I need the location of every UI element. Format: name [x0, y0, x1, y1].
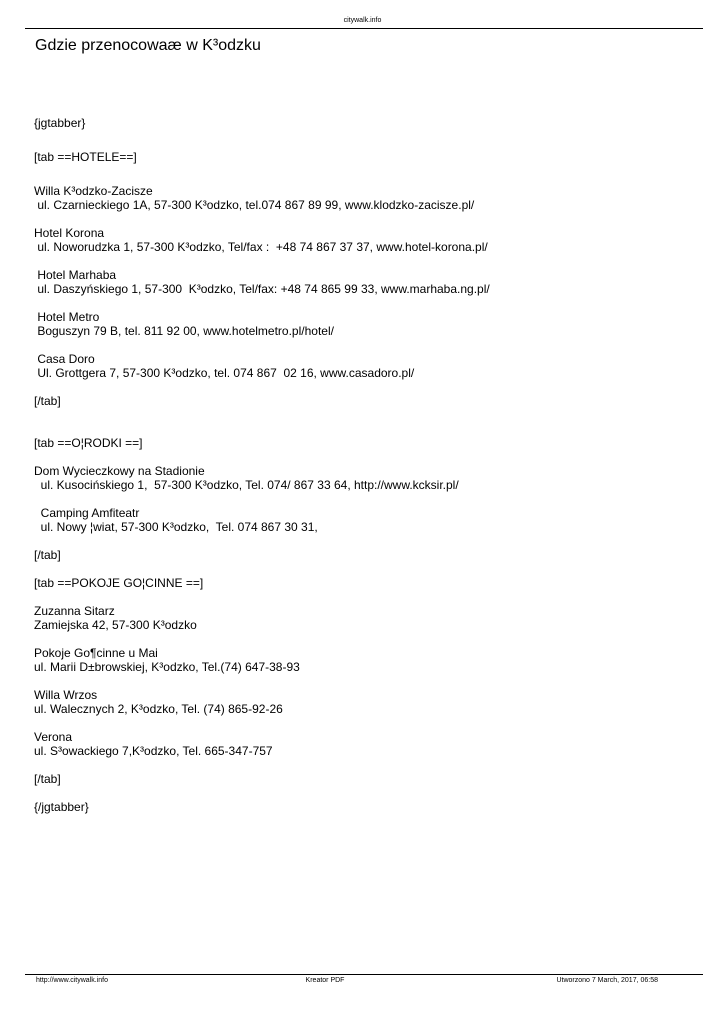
text-line: {/jgtabber}	[34, 800, 89, 814]
paragraph	[34, 576, 704, 590]
paragraph	[34, 150, 704, 164]
paragraph	[34, 464, 704, 492]
text-line: ul. Kusocińskiego 1, 57-300 K³odzko, Tel. 074/ 867 33 64, http://www.kcksir.pl/	[34, 478, 459, 492]
text-line: [tab ==O¦RODKI ==]	[34, 436, 143, 450]
text-line: Camping Amfiteatr	[34, 506, 140, 520]
paragraph	[34, 646, 704, 674]
text-line: [/tab]	[34, 772, 61, 786]
text-line: [/tab]	[34, 394, 61, 408]
text-line: ul. Daszyńskiego 1, 57-300 K³odzko, Tel/fax: +48 74 865 99 33, www.marhaba.ng.pl/	[34, 282, 490, 296]
paragraph	[34, 310, 704, 338]
paragraph	[34, 116, 704, 130]
page-header-site: citywalk.info	[343, 17, 382, 24]
paragraph	[34, 506, 704, 534]
text-line: Hotel Marhaba	[34, 268, 117, 282]
text-line: Ul. Grottgera 7, 57-300 K³odzko, tel. 074 867 02 16, www.casadoro.pl/	[34, 366, 415, 380]
text-line: Pokoje Go¶cinne u Mai	[34, 646, 158, 660]
text-line: ul. Nowy ¦wiat, 57-300 K³odzko, Tel. 074 867 30 31,	[34, 520, 318, 534]
text-line: ul. Marii D±browskiej, K³odzko, Tel.(74) 647-38-93	[34, 660, 300, 674]
paragraph	[34, 352, 704, 380]
footer-divider	[25, 974, 703, 975]
paragraph	[34, 268, 704, 296]
text-line: Dom Wycieczkowy na Stadionie	[34, 464, 205, 478]
text-line: [tab ==HOTELE==]	[34, 150, 137, 164]
text-line: Hotel Korona	[34, 226, 105, 240]
footer-created: Utworzono 7 March, 2017, 06:58	[556, 977, 658, 984]
paragraph	[34, 226, 704, 254]
text-line: ul. Czarnieckiego 1A, 57-300 K³odzko, tel.074 867 89 99, www.klodzko-zacisze.pl/	[34, 198, 475, 212]
text-line: ul. S³owackiego 7,K³odzko, Tel. 665-347-757	[34, 744, 273, 758]
header-divider	[25, 28, 703, 29]
text-line: ul. Walecznych 2, K³odzko, Tel. (74) 865-92-26	[34, 702, 283, 716]
paragraph	[34, 604, 704, 632]
text-line: ul. Noworudzka 1, 57-300 K³odzko, Tel/fax : +48 74 867 37 37, www.hotel-korona.pl/	[34, 240, 488, 254]
text-line: Zuzanna Sitarz	[34, 604, 115, 618]
footer-generator: Kreator PDF	[305, 977, 345, 984]
text-line: Casa Doro	[34, 352, 95, 366]
text-line: Boguszyn 79 B, tel. 811 92 00, www.hotelmetro.pl/hotel/	[34, 324, 334, 338]
text-line: {jgtabber}	[34, 116, 86, 130]
text-line: [/tab]	[34, 548, 61, 562]
page-title: Gdzie przenocowaæ w K³odzku	[35, 37, 261, 54]
paragraph	[34, 730, 704, 758]
text-line: [tab ==POKOJE GO¦CINNE ==]	[34, 576, 204, 590]
text-line: Verona	[34, 730, 73, 744]
paragraph	[34, 688, 704, 716]
paragraph	[34, 772, 704, 786]
document-body	[34, 116, 704, 814]
text-line: Hotel Metro	[34, 310, 100, 324]
text-line: Willa Wrzos	[34, 688, 98, 702]
paragraph	[34, 184, 704, 212]
text-line: Willa K³odzko-Zacisze	[34, 184, 153, 198]
paragraph	[34, 548, 704, 562]
text-line: Zamiejska 42, 57-300 K³odzko	[34, 618, 197, 632]
footer-url: http://www.citywalk.info	[36, 977, 108, 984]
paragraph	[34, 394, 704, 408]
paragraph	[34, 436, 704, 450]
paragraph	[34, 800, 704, 814]
